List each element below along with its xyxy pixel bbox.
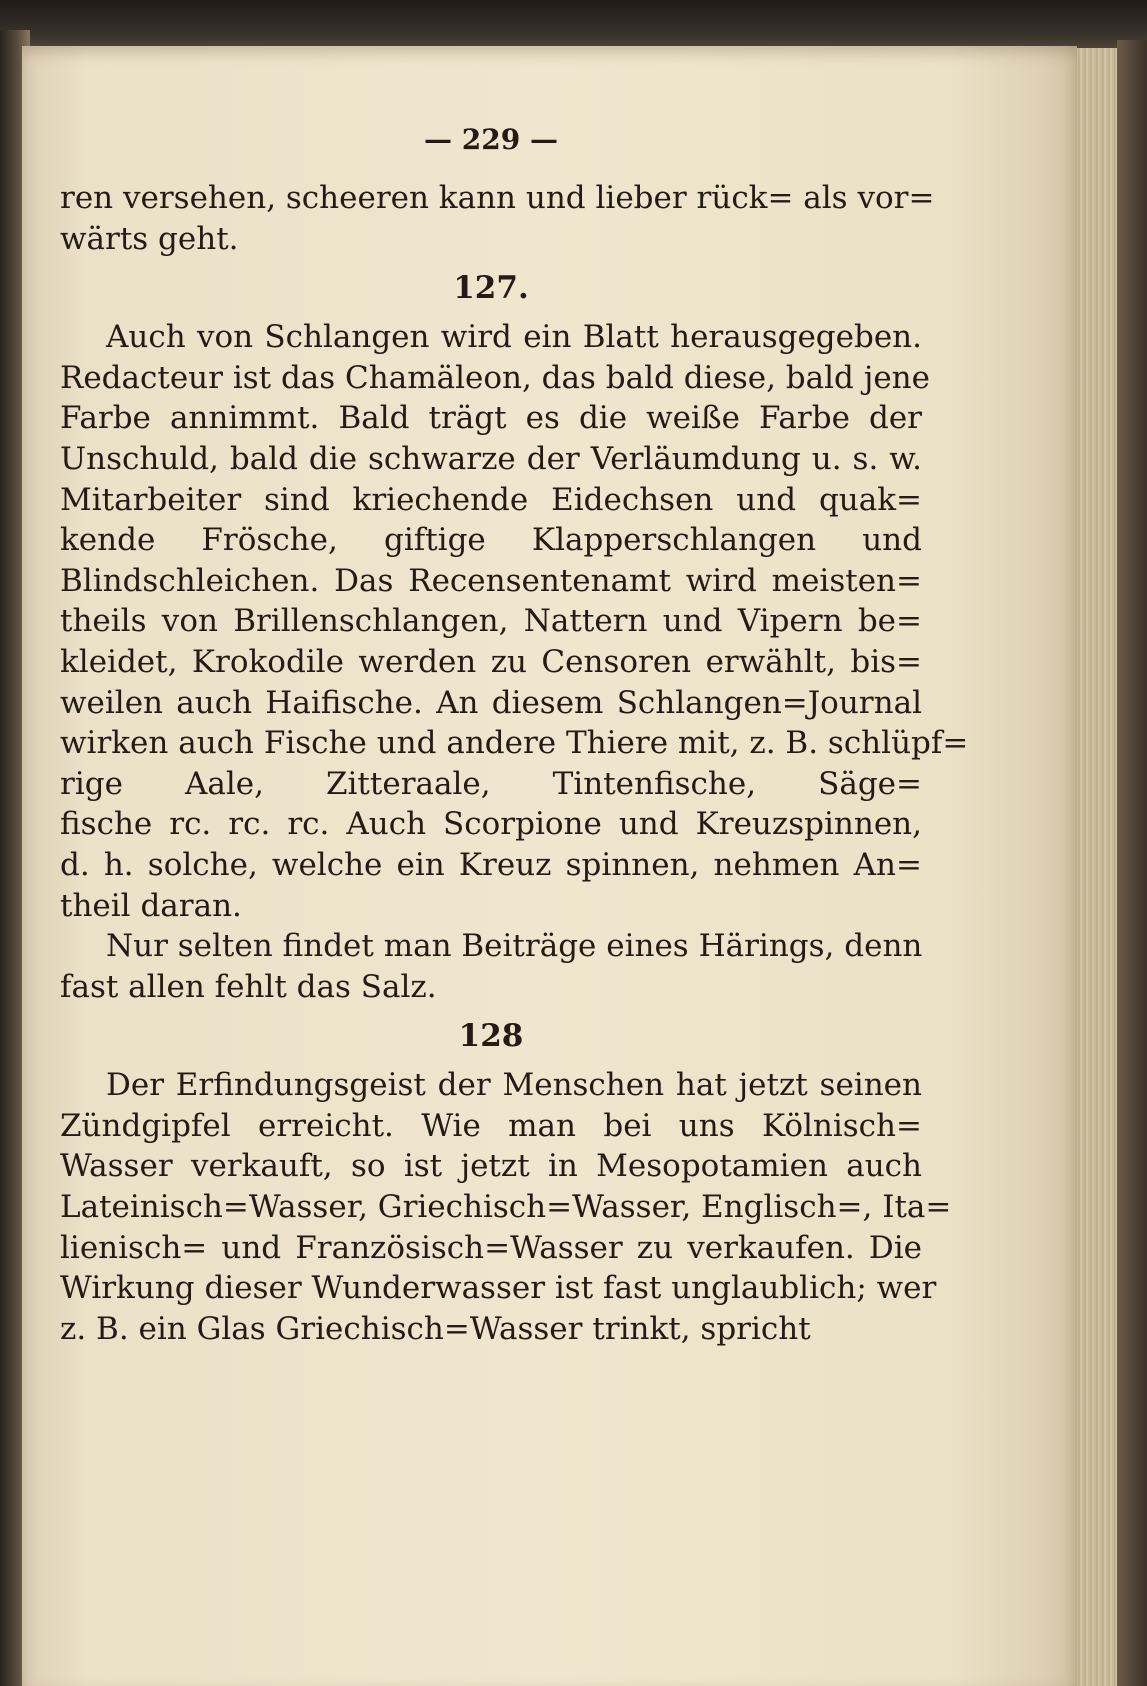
text-line: theils von Brillenschlangen, Nattern und Vipern be= (60, 603, 922, 640)
text-line: kleidet, Krokodile werden zu Censoren erwählt, bis= (60, 643, 922, 680)
page-text-block (60, 110, 969, 1349)
text-line: wirken auch Fische und andere Thiere mit, z. B. schlüpf= (60, 725, 969, 762)
text-line: weilen auch Haifische. An diesem Schlangen=Journal (60, 684, 922, 721)
text-line: kende Frösche, giftige Klapperschlangen und (60, 522, 922, 559)
text-line: rige Aale, Zitteraale, Tintenfische, Säge= (60, 765, 922, 802)
page-fore-edge (1077, 48, 1117, 1686)
text-line: Blindschleichen. Das Recensentenamt wird meisten= (60, 562, 922, 599)
text-line: Unschuld, bald die schwarze der Verläumdung u. s. w. (60, 440, 922, 477)
text-line: d. h. solche, welche ein Kreuz spinnen, nehmen An= (60, 846, 922, 883)
text-line: Der Erfindungsgeist der Menschen hat jetzt seinen (106, 1067, 922, 1104)
text-line: Wirkung dieser Wunderwasser ist fast unglaublich; wer (60, 1270, 937, 1307)
text-line: wärts geht. (60, 220, 239, 257)
text-line: Nur selten findet man Beiträge eines Härings, denn (106, 928, 923, 965)
section-number: 127. (453, 270, 529, 307)
text-line: Lateinisch=Wasser, Griechisch=Wasser, Englisch=, Ita= (60, 1189, 952, 1226)
text-line: lienisch= und Französisch=Wasser zu verkaufen. Die (60, 1229, 922, 1266)
text-line: Farbe annimmt. Bald trägt es die weiße Farbe der (60, 400, 922, 437)
text-line: Wasser verkauft, so ist jetzt in Mesopotamien auch (60, 1148, 922, 1185)
text-line: z. B. ein Glas Griechisch=Wasser trinkt, spricht (60, 1310, 811, 1347)
text-line: Zündgipfel erreicht. Wie man bei uns Kölnisch= (60, 1107, 922, 1144)
book-cover-top (0, 0, 1147, 52)
text-line: Mitarbeiter sind kriechende Eidechsen und quak= (60, 481, 922, 518)
page-number: — 229 — (424, 123, 558, 156)
text-line: fast allen fehlt das Salz. (60, 968, 437, 1005)
back-cover-edge (1117, 40, 1147, 1686)
section-number: 128 (458, 1018, 524, 1055)
text-line: ren versehen, scheeren kann und lieber rück= als vor= (60, 180, 935, 216)
text-line: Redacteur ist das Chamäleon, das bald diese, bald jene (60, 359, 930, 396)
text-line: Auch von Schlangen wird ein Blatt herausgegeben. (106, 319, 922, 356)
text-line: theil daran. (60, 887, 242, 924)
text-line: fische rc. rc. rc. Auch Scorpione und Kreuzspinnen, (60, 806, 922, 843)
